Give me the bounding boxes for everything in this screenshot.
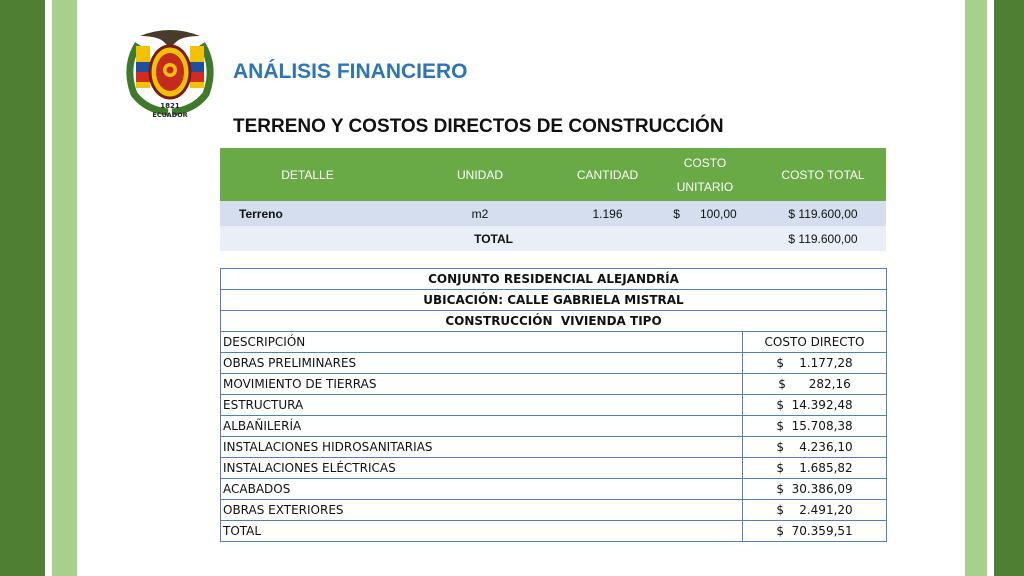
table-row xyxy=(221,374,887,395)
row-description: MOVIMIENTO DE TIERRAS xyxy=(221,374,743,395)
project-name: CONJUNTO RESIDENCIAL ALEJANDRÍA xyxy=(221,269,887,290)
right-light-bar xyxy=(965,0,987,576)
svg-text:1821: 1821 xyxy=(160,102,180,110)
construction-header-row xyxy=(221,332,887,353)
table-row xyxy=(221,437,887,458)
svg-text:ECUADOR: ECUADOR xyxy=(152,111,188,119)
row-cost: $ 4.236,10 xyxy=(743,437,887,458)
cell-costo-total: $ 119.600,00 xyxy=(760,201,886,226)
cell-costo-unitario: $ 100,00 xyxy=(650,201,760,226)
row-cost: $ 30.386,09 xyxy=(743,479,887,500)
header-descripcion: DESCRIPCIÓN xyxy=(221,332,743,353)
row-description: TOTAL xyxy=(221,521,743,542)
table-row xyxy=(220,201,886,226)
construction-cost-table xyxy=(220,268,887,542)
table-row xyxy=(221,500,887,521)
row-cost: $ 282,16 xyxy=(743,374,887,395)
cell-detalle: Terreno xyxy=(220,201,395,226)
header-detalle: DETALLE xyxy=(220,148,395,201)
header-cantidad: CANTIDAD xyxy=(565,148,650,201)
header-costo-directo: COSTO DIRECTO xyxy=(743,332,887,353)
row-description: INSTALACIONES ELÉCTRICAS xyxy=(221,458,743,479)
construction-type: CONSTRUCCIÓN VIVIENDA TIPO xyxy=(221,311,887,332)
row-cost: $ 15.708,38 xyxy=(743,416,887,437)
table-row xyxy=(221,353,887,374)
ecuador-coat-of-arms-icon xyxy=(120,22,220,120)
header-costo-total: COSTO TOTAL xyxy=(760,148,886,201)
table-total-row xyxy=(220,226,886,251)
table-row xyxy=(221,416,887,437)
construction-rows xyxy=(221,353,887,542)
left-light-bar xyxy=(52,0,77,576)
row-description: OBRAS PRELIMINARES xyxy=(221,353,743,374)
land-table-header-row xyxy=(220,148,886,201)
total-label: TOTAL xyxy=(395,226,565,251)
table-row xyxy=(221,458,887,479)
header-costo-unitario xyxy=(650,148,760,201)
cell-unidad: m2 xyxy=(395,201,565,226)
project-location: UBICACIÓN: CALLE GABRIELA MISTRAL xyxy=(221,290,887,311)
page-title: ANÁLISIS FINANCIERO xyxy=(233,60,468,83)
row-description: ACABADOS xyxy=(221,479,743,500)
row-description: OBRAS EXTERIORES xyxy=(221,500,743,521)
land-cost-table xyxy=(220,148,886,251)
table-row xyxy=(221,521,887,542)
row-cost: $ 14.392,48 xyxy=(743,395,887,416)
left-dark-bar xyxy=(0,0,45,576)
row-cost: $ 1.685,82 xyxy=(743,458,887,479)
row-cost: $ 70.359,51 xyxy=(743,521,887,542)
cell-cantidad: 1.196 xyxy=(565,201,650,226)
header-unidad: UNIDAD xyxy=(395,148,565,201)
row-cost: $ 1.177,28 xyxy=(743,353,887,374)
row-description: INSTALACIONES HIDROSANITARIAS xyxy=(221,437,743,458)
row-cost: $ 2.491,20 xyxy=(743,500,887,521)
page-subtitle: TERRENO Y COSTOS DIRECTOS DE CONSTRUCCIÓN xyxy=(233,116,724,137)
right-dark-bar xyxy=(994,0,1024,576)
total-value: $ 119.600,00 xyxy=(760,226,886,251)
row-description: ALBAÑILERÍA xyxy=(221,416,743,437)
table-row xyxy=(221,395,887,416)
header-costo-line1: COSTO xyxy=(683,155,727,170)
row-description: ESTRUCTURA xyxy=(221,395,743,416)
table-row xyxy=(221,479,887,500)
header-costo-line2: UNITARIO xyxy=(676,179,734,194)
